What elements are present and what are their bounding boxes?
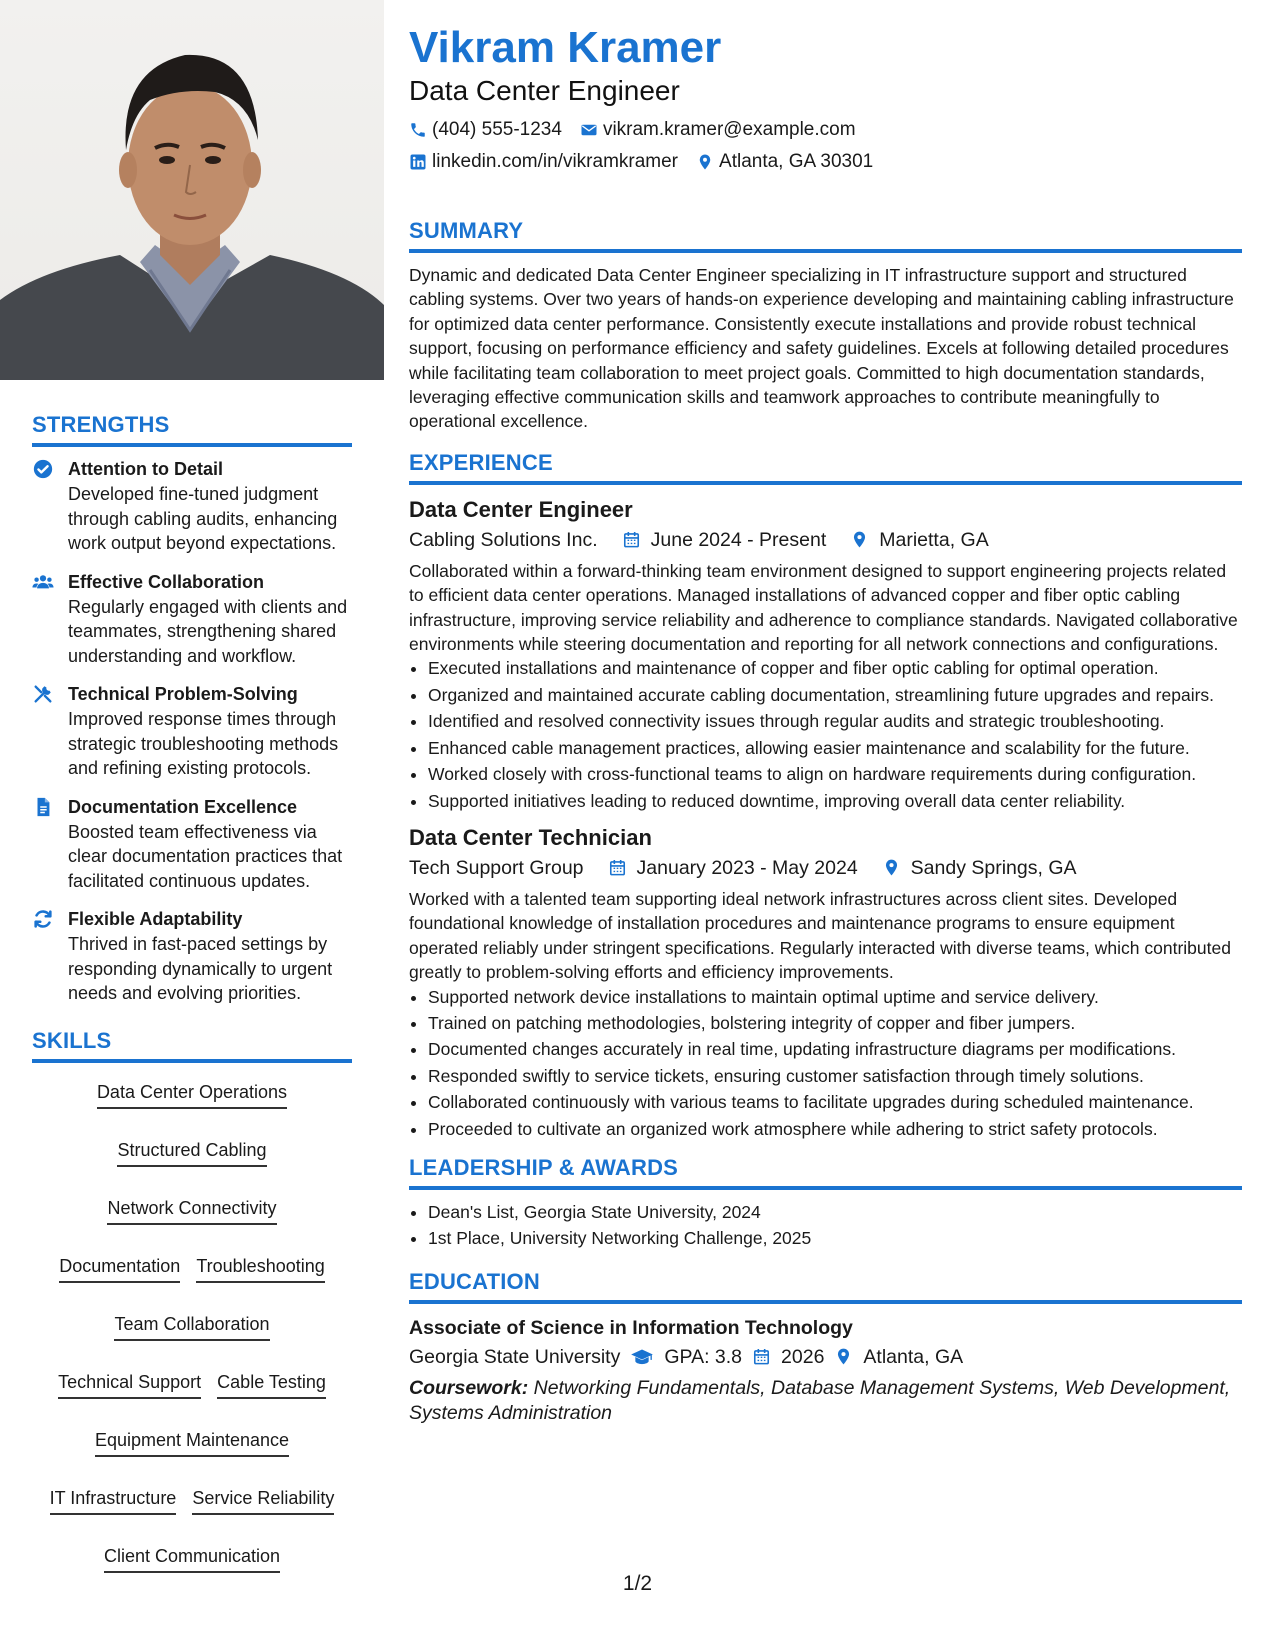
- skills-heading: SKILLS: [32, 1028, 352, 1063]
- map-pin-icon: [834, 1347, 853, 1366]
- users-icon: [32, 571, 54, 593]
- job-dates: January 2023 - May 2024: [636, 856, 858, 879]
- education-heading: EDUCATION: [409, 1269, 1242, 1304]
- job-description: Worked with a talented team supporting ideal network infrastructures across client sites. Developed foundational knowledge of installation procedures and maintenance programs to ensure equipment operated reliably under stringent specifications. Regularly interacted with diverse teams, which contributed greatly to problem-solving efforts and efficiency improvements.: [409, 888, 1231, 983]
- linkedin-icon: [409, 153, 427, 171]
- list-item: • 1st Place, University Networking Challenge, 2025: [428, 1226, 1242, 1250]
- company-name: Cabling Solutions Inc.: [409, 528, 598, 551]
- calendar-icon: [622, 530, 641, 549]
- linkedin-contact[interactable]: [409, 151, 678, 173]
- list-item: • Collaborated continuously with various teams to facilitate upgrades during scheduled maintenance.: [428, 1090, 1242, 1114]
- contact-info: [409, 114, 1242, 178]
- job-bullets: [409, 985, 1242, 1141]
- graduation-year: 2026: [781, 1345, 825, 1368]
- email-contact[interactable]: [580, 119, 856, 141]
- sync-icon: [32, 908, 54, 930]
- skill-tag: Troubleshooting: [196, 1253, 324, 1283]
- job-entry: [409, 495, 1242, 813]
- candidate-role: Data Center Engineer: [409, 75, 680, 106]
- map-pin-icon: [850, 530, 869, 549]
- strength-item: [32, 795, 352, 894]
- list-item: • Proceeded to cultivate an organized work atmosphere while adhering to strict safety protocols.: [428, 1117, 1242, 1141]
- job-title: Data Center Technician: [409, 824, 652, 850]
- strength-item: [32, 570, 352, 669]
- skills-list: [32, 1073, 352, 1573]
- job-bullets: [409, 656, 1242, 812]
- strength-title: Technical Problem-Solving: [68, 684, 298, 704]
- left-column: [32, 412, 352, 1573]
- summary-text: Dynamic and dedicated Data Center Engineer specializing in IT infrastructure support and structured cabling systems. Over two years of hands-on experience developing and maintaining cabling infrastructure for optimized data center performance. Consistently execute installations and provide robust technical support, focusing on performance efficiency and safety guidelines. Excels at following detailed procedures while facilitating team collaboration to meet project goals. Committed to high documentation standards, leveraging effective communication skills and teamwork approaches to contribute meaningfully to operational excellence.: [409, 265, 1234, 432]
- strength-item: [32, 907, 352, 1006]
- list-item: • Documented changes accurately in real time, updating infrastructure diagrams per modifications.: [428, 1037, 1242, 1061]
- experience-heading: EXPERIENCE: [409, 450, 1242, 485]
- skill-tag: Structured Cabling: [117, 1137, 266, 1167]
- coursework-text: Networking Fundamentals, Database Management Systems, Web Development, Systems Administration: [409, 1376, 1231, 1424]
- job-location: Sandy Springs, GA: [910, 856, 1077, 879]
- strength-desc: Developed fine-tuned judgment through cabling audits, enhancing work output beyond expectations.: [68, 484, 338, 553]
- job-entry: [409, 823, 1242, 1141]
- strengths-heading: STRENGTHS: [32, 412, 352, 447]
- location-contact: [696, 151, 873, 173]
- list-item: • Identified and resolved connectivity issues through regular audits and strategic troubleshooting.: [428, 709, 1242, 733]
- tools-icon: [32, 683, 54, 705]
- location-text: Atlanta, GA 30301: [719, 151, 874, 172]
- list-item: • Supported network device installations to maintain optimal uptime and service delivery.: [428, 985, 1242, 1009]
- strength-desc: Boosted team effectiveness via clear documentation practices that facilitated continuous updates.: [68, 821, 343, 891]
- calendar-icon: [752, 1347, 771, 1366]
- email-text: vikram.kramer@example.com: [602, 119, 856, 140]
- phone-text: (404) 555-1234: [432, 119, 562, 140]
- check-circle-icon: [32, 458, 54, 480]
- strength-desc: Thrived in fast-paced settings by responding dynamically to urgent needs and evolving priorities.: [68, 934, 333, 1003]
- phone-icon: [409, 121, 427, 139]
- coursework-label: Coursework:: [409, 1376, 529, 1399]
- list-item: • Enhanced cable management practices, allowing easier maintenance and scalability for the future.: [428, 736, 1242, 760]
- summary-heading: SUMMARY: [409, 218, 1242, 253]
- profile-photo: [0, 0, 384, 380]
- skill-tag: Equipment Maintenance: [95, 1427, 289, 1457]
- candidate-name: Vikram Kramer: [409, 23, 722, 72]
- skill-tag: Cable Testing: [217, 1369, 326, 1399]
- calendar-icon: [608, 858, 627, 877]
- list-item: • Executed installations and maintenance of copper and fiber optic cabling for optimal operation.: [428, 656, 1242, 680]
- list-item: • Trained on patching methodologies, bolstering integrity of copper and fiber jumpers.: [428, 1011, 1242, 1035]
- linkedin-text: linkedin.com/in/vikramkramer: [432, 151, 679, 172]
- email-icon: [580, 121, 598, 139]
- skill-tag: Network Connectivity: [107, 1195, 276, 1225]
- skill-tag: Documentation: [59, 1253, 180, 1283]
- list-item: • Worked closely with cross-functional teams to align on hardware requirements during configuration.: [428, 762, 1242, 786]
- skill-tag: Client Communication: [104, 1543, 280, 1573]
- list-item: • Supported initiatives leading to reduced downtime, improving overall data center reliability.: [428, 789, 1242, 813]
- school-location: Atlanta, GA: [863, 1345, 964, 1368]
- strength-title: Attention to Detail: [68, 459, 223, 479]
- strength-desc: Regularly engaged with clients and teammates, strengthening shared understanding and workflow.: [68, 596, 348, 666]
- list-item: • Dean's List, Georgia State University, 2024: [428, 1200, 1242, 1224]
- list-item: • Responded swiftly to service tickets, ensuring customer satisfaction through timely solutions.: [428, 1064, 1242, 1088]
- job-dates: June 2024 - Present: [650, 528, 827, 551]
- strength-item: [32, 682, 352, 781]
- skill-tag: Data Center Operations: [97, 1079, 287, 1109]
- phone-contact[interactable]: [409, 119, 562, 141]
- education-entry: [409, 1314, 1242, 1426]
- school-name: Georgia State University: [409, 1345, 621, 1368]
- coursework: [409, 1376, 1242, 1426]
- strength-item: [32, 457, 352, 556]
- graduation-cap-icon: [630, 1347, 654, 1367]
- degree-title: Associate of Science in Information Technology: [409, 1316, 853, 1339]
- list-item: • Organized and maintained accurate cabling documentation, streamlining future upgrades and repairs.: [428, 683, 1242, 707]
- skill-tag: Technical Support: [58, 1369, 201, 1399]
- company-name: Tech Support Group: [409, 856, 584, 879]
- skill-tag: Service Reliability: [192, 1485, 334, 1515]
- page-number: 1/2: [622, 1572, 653, 1595]
- strength-desc: Improved response times through strategic troubleshooting methods and refining existing protocols.: [68, 709, 339, 778]
- skill-tag: IT Infrastructure: [50, 1485, 177, 1515]
- job-location: Marietta, GA: [879, 528, 989, 551]
- right-column: [409, 22, 1242, 1426]
- strength-title: Effective Collaboration: [68, 571, 265, 592]
- map-pin-icon: [882, 858, 901, 877]
- skill-tag: Team Collaboration: [114, 1311, 269, 1341]
- strength-title: Flexible Adaptability: [68, 909, 243, 929]
- awards-heading: LEADERSHIP & AWARDS: [409, 1155, 1242, 1190]
- job-title: Data Center Engineer: [409, 496, 633, 522]
- gpa-text: GPA: 3.8: [664, 1345, 743, 1368]
- job-description: Collaborated within a forward-thinking team environment designed to support engineering projects related to efficient data center operations. Managed installations of advanced copper and fiber optic cabling infrastructure, improving service reliability and adherence to compliance standards. Navigated collaborative environments while steering documentation and reporting for all network connections and configurations.: [409, 560, 1238, 655]
- awards-list: [409, 1200, 1242, 1251]
- document-icon: [32, 796, 54, 818]
- map-pin-icon: [696, 153, 714, 171]
- strength-title: Documentation Excellence: [68, 796, 298, 817]
